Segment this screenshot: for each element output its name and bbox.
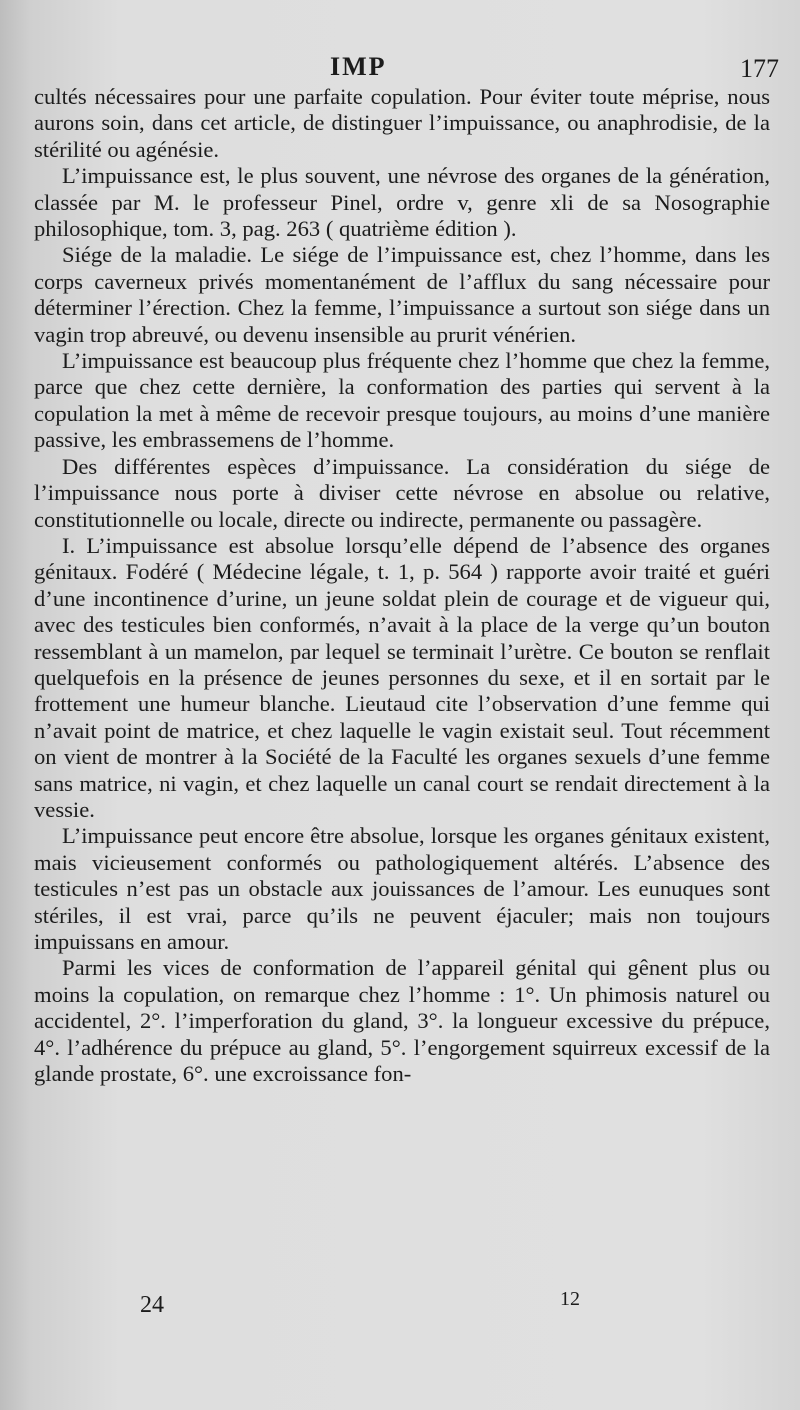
page-number: 177 (740, 54, 779, 83)
quire-number: 12 (560, 1288, 580, 1310)
paragraph: Siége de la maladie. Le siége de l’impuissance est, chez l’homme, dans les corps caverneux privés momentanément de l’afflux du sang nécessaire pour déterminer l’érection. Chez la femme, l’impuissance a surtout son siége dans un vagin trop abreuvé, ou devenu insensible au prurit vénérien. (34, 242, 770, 347)
signature-mark: 24 (140, 1292, 164, 1318)
paragraph: cultés nécessaires pour une parfaite copulation. Pour éviter toute méprise, nous aurons soin, dans cet article, de distinguer l’impuissance, ou anaphrodisie, de la stérilité ou agénésie. (34, 84, 770, 162)
paragraph: L’impuissance est, le plus souvent, une névrose des organes de la génération, classée par M. le professeur Pinel, ordre v, genre xli de sa Nosographie philosophique, tom. 3, pag. 263 ( quatrième édition ). (34, 163, 770, 242)
page-body (34, 84, 770, 1087)
paragraph: Parmi les vices de conformation de l’appareil génital qui gênent plus ou moins la copulation, on remarque chez l’homme : 1°. Un phimosis naturel ou accidentel, 2°. l’imperforation du gland, 3°. la longueur excessive du prépuce, 4°. l’adhérence du prépuce au gland, 5°. l’engorgement squirreux excessif de la glande prostate, 6°. une excroissance fon- (34, 955, 770, 1087)
paragraph: I. L’impuissance est absolue lorsqu’elle dépend de l’absence des organes génitaux. Fodéré ( Médecine légale, t. 1, p. 564 ) rapporte avoir traité et guéri d’une incontinence d’urine, un jeune soldat plein de courage et de vigueur qui, avec des testicules bien conformés, n’avait à la place de la verge qu’un bouton ressemblant à un mamelon, par lequel se terminait l’urètre. Ce bouton se renflait quelquefois en la présence de jeunes personnes du sexe, et il en sortait par le frottement une humeur blanche. Lieutaud cite l’observation d’une femme qui n’avait point de matrice, et chez laquelle le vagin existait seul. Tout récemment on vient de montrer à la Société de la Faculté les organes sexuels d’une femme sans matrice, ni vagin, et chez laquelle un canal court se rendait directement à la vessie. (34, 532, 770, 822)
paragraph: L’impuissance peut encore être absolue, lorsque les organes génitaux existent, mais vicieusement conformés ou pathologiquement altérés. L’absence des testicules n’est pas un obstacle aux jouissances de l’amour. Les eunuques sont stériles, il est vrai, parce qu’ils ne peuvent éjaculer; mais non toujours impuissans en amour. (34, 823, 770, 954)
paragraph: L’impuissance est beaucoup plus fréquente chez l’homme que chez la femme, parce que chez cette dernière, la conformation des parties qui servent à la copulation la met à même de recevoir presque toujours, au moins d’une manière passive, les embrassemens de l’homme. (34, 348, 770, 453)
paragraph: Des différentes espèces d’impuissance. La considération du siége de l’impuissance nous porte à diviser cette névrose en absolue ou relative, constitutionnelle ou locale, directe ou indirecte, permanente ou passagère. (34, 453, 770, 532)
page-footer (0, 1288, 800, 1332)
running-title: IMP (330, 52, 387, 81)
